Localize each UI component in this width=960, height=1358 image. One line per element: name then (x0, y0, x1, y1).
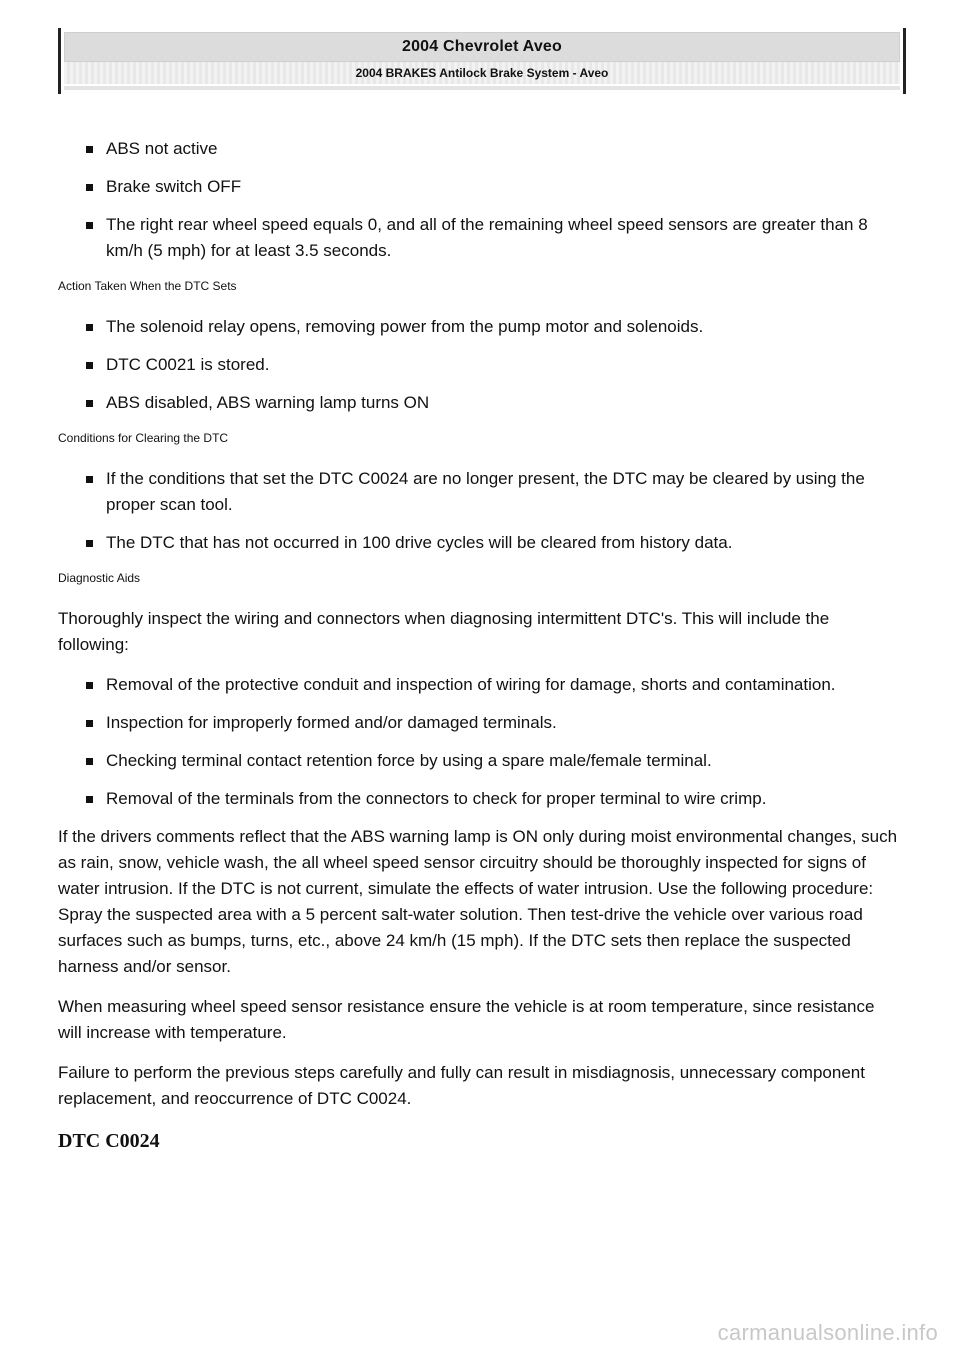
list-item: ABS not active (86, 136, 902, 162)
list-item: Brake switch OFF (86, 174, 902, 200)
clearing-list (58, 466, 902, 556)
list-item: Checking terminal contact retention force by using a spare male/female terminal. (86, 748, 902, 774)
dtc-heading: DTC C0024 (58, 1130, 160, 1152)
document-title: 2004 Chevrolet Aveo (64, 32, 900, 62)
resistance-paragraph: When measuring wheel speed sensor resistance ensure the vehicle is at room temperature, since resistance will increase with temperature. (58, 997, 875, 1042)
section-heading-action-taken: Action Taken When the DTC Sets (58, 279, 237, 293)
action-taken-list (58, 314, 902, 416)
document-body (58, 136, 902, 1153)
list-item: Removal of the protective conduit and inspection of wiring for damage, shorts and contamination. (86, 672, 902, 698)
misdiagnosis-paragraph: Failure to perform the previous steps carefully and fully can result in misdiagnosis, unnecessary component replacement, and reoccurrence of DTC C0024. (58, 1063, 865, 1108)
section-heading-diagnostic-aids: Diagnostic Aids (58, 571, 141, 585)
header-right-rule (903, 28, 906, 94)
water-intrusion-paragraph: If the drivers comments reflect that the ABS warning lamp is ON only during moist environmental changes, such as rain, snow, vehicle wash, the all wheel speed sensor circuitry should be thoroughly inspected for signs of water intrusion. If the DTC is not current, simulate the effects of water intrusion. Use the following procedure: Spray the suspected area with a 5 percent salt-water solution. Then test-drive the vehicle over various road surfaces such as bumps, turns, etc., above 24 km/h (15 mph). If the DTC sets then replace the suspected harness and/or sensor. (58, 827, 898, 976)
header-divider (64, 86, 900, 90)
list-item: The solenoid relay opens, removing power from the pump motor and solenoids. (86, 314, 902, 340)
page-header (58, 28, 906, 94)
aids-intro-paragraph: Thoroughly inspect the wiring and connectors when diagnosing intermittent DTC's. This will include the following: (58, 609, 830, 654)
site-watermark: carmanualsonline.info (717, 1320, 938, 1345)
list-item: The right rear wheel speed equals 0, and all of the remaining wheel speed sensors are greater than 8 km/h (5 mph) for at least 3.5 seconds. (86, 212, 902, 264)
document-subtitle: 2004 BRAKES Antilock Brake System - Aveo (64, 62, 900, 84)
section-heading-clearing: Conditions for Clearing the DTC (58, 431, 229, 445)
list-item: DTC C0021 is stored. (86, 352, 902, 378)
conditions-list (58, 136, 902, 264)
header-left-rule (58, 28, 61, 94)
list-item: If the conditions that set the DTC C0024 are no longer present, the DTC may be cleared by using the proper scan tool. (86, 466, 902, 518)
list-item: ABS disabled, ABS warning lamp turns ON (86, 390, 902, 416)
diagnostic-aids-list (58, 672, 902, 812)
list-item: Removal of the terminals from the connectors to check for proper terminal to wire crimp. (86, 786, 902, 812)
list-item: The DTC that has not occurred in 100 drive cycles will be cleared from history data. (86, 530, 902, 556)
list-item: Inspection for improperly formed and/or damaged terminals. (86, 710, 902, 736)
